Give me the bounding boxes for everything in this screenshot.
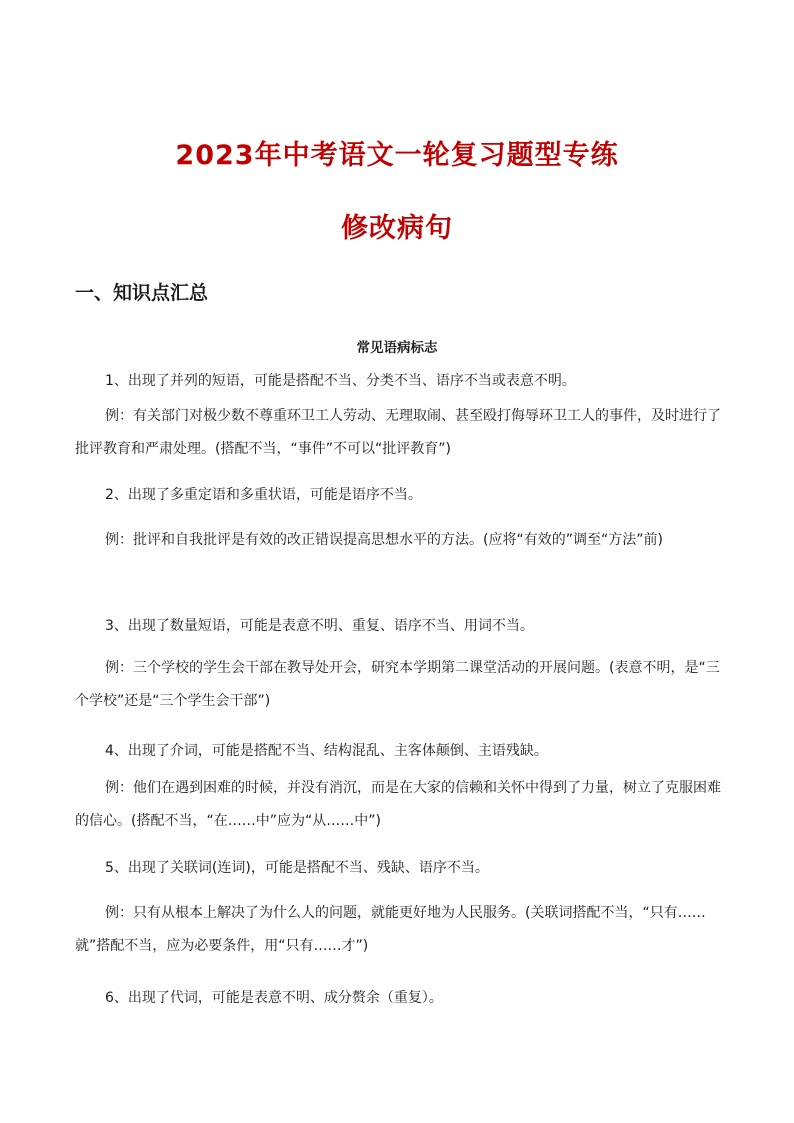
rule-2: 2、出现了多重定语和多重状语，可能是语序不当。 (105, 487, 422, 503)
example-1: 例：有关部门对极少数不尊重环卫工人劳动、无理取闹、甚至殴打侮辱环卫工人的事件，及时进行了批评教育和严肃处理。(搭配不当，“事件”不可以“批评教育”) (75, 408, 721, 457)
section-heading: 一、知识点汇总 (75, 282, 209, 304)
rule-6: 6、出现了代词，可能是表意不明、成分赘余（重复）。 (105, 990, 443, 1006)
rule-3: 3、出现了数量短语，可能是表意不明、重复、语序不当、用词不当。 (105, 618, 534, 634)
document-subtitle: 修改病句 (341, 213, 453, 244)
rule-5: 5、出现了关联词(连词)，可能是搭配不当、残缺、语序不当。 (105, 860, 489, 876)
subheading: 常见语病标志 (356, 340, 438, 356)
example-3: 例：三个学校的学生会干部在教导处开会，研究本学期第二课堂活动的开展问题。(表意不明，是“三个学校”还是“三个学生会干部”) (75, 660, 720, 709)
rule-1: 1、出现了并列的短语，可能是搭配不当、分类不当、语序不当或表意不明。 (105, 373, 576, 389)
document-title: 2023年中考语文一轮复习题型专练 (175, 140, 619, 171)
example-2: 例：批评和自我批评是有效的改正错误提高思想水平的方法。(应将“有效的”调至“方法”前) (105, 532, 663, 548)
rule-4: 4、出现了介词，可能是搭配不当、结构混乱、主客体颠倒、主语残缺。 (105, 743, 548, 759)
example-4: 例：他们在遇到困难的时候，并没有消沉，而是在大家的信赖和关怀中得到了力量，树立了克服困难的信心。(搭配不当，“在……中”应为“从……中”) (75, 780, 721, 829)
example-5: 例：只有从根本上解决了为什么人的问题，就能更好地为人民服务。(关联词搭配不当，“只有……就”搭配不当，应为必要条件，用“只有……才”) (75, 905, 706, 954)
